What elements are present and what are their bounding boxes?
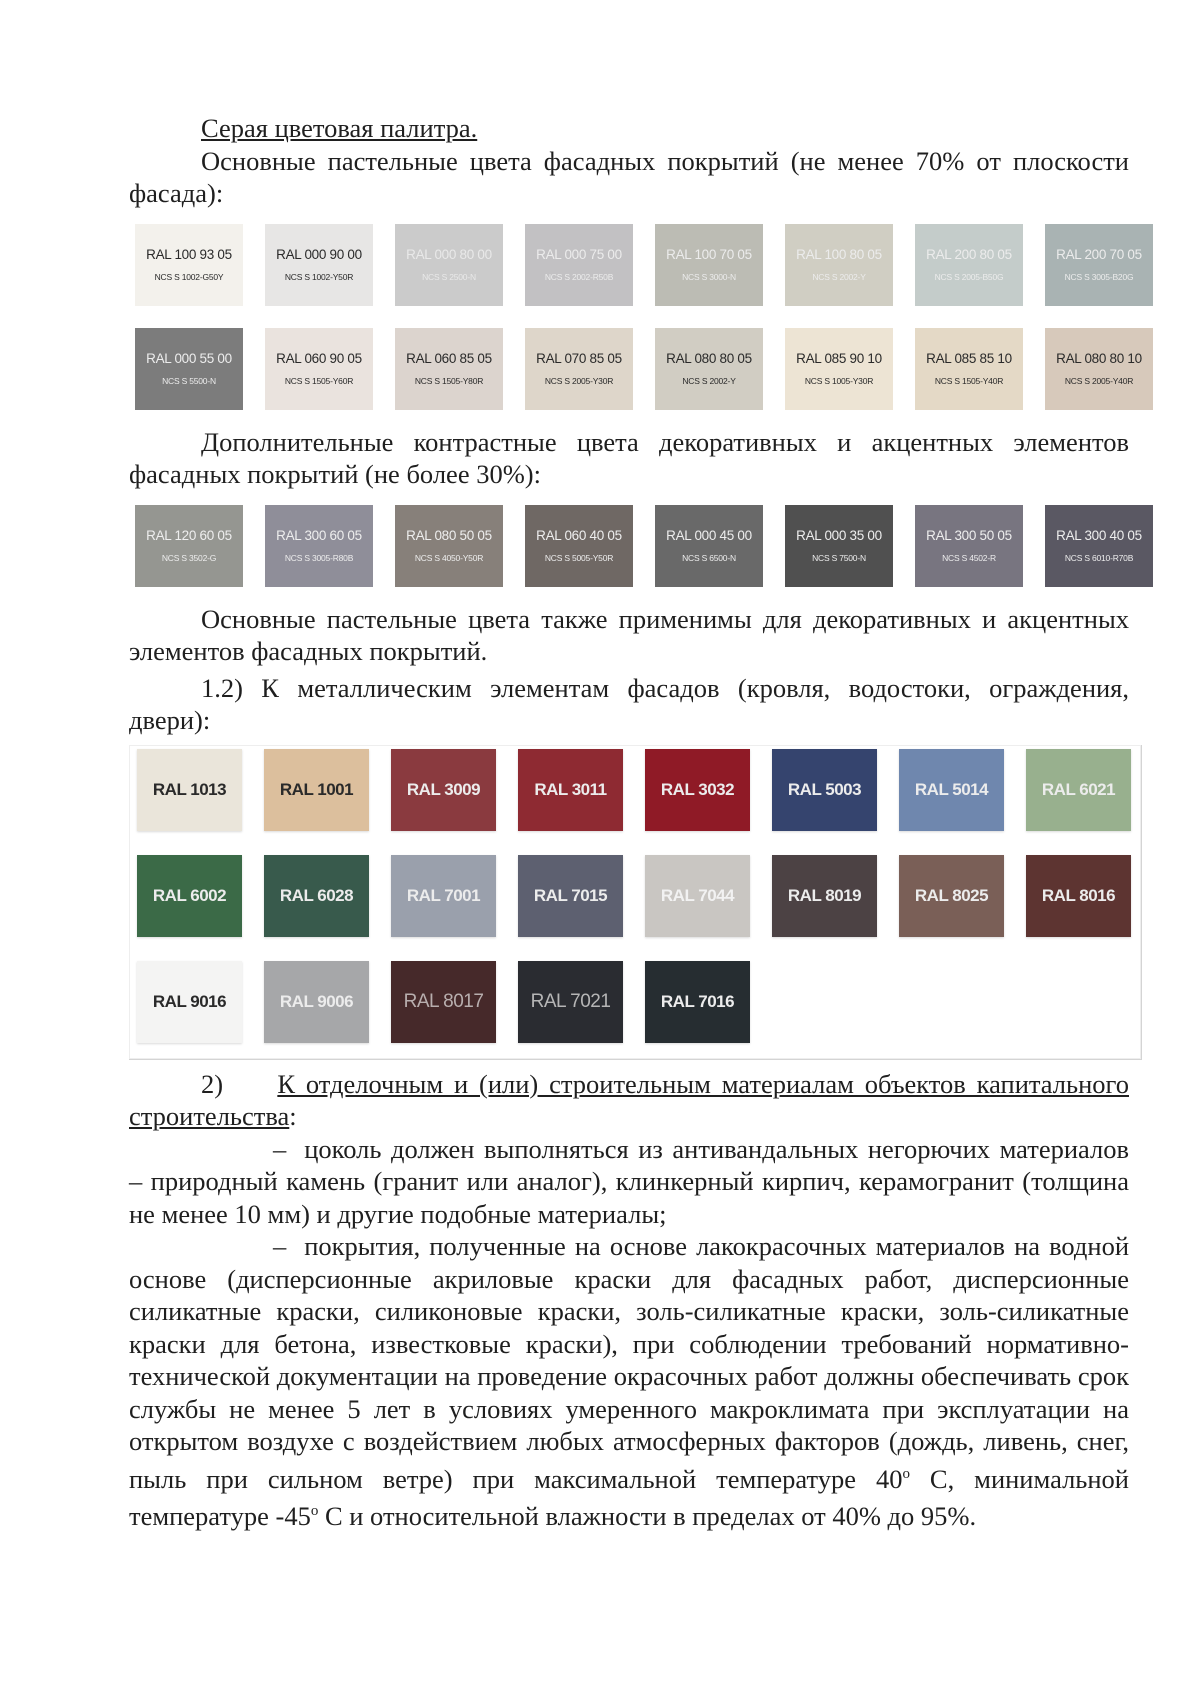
metal-color-swatch: RAL 9006 — [264, 961, 369, 1043]
swatch-ral-code: RAL 080 80 05 — [666, 351, 752, 366]
color-swatch — [135, 505, 243, 587]
bullet-text: покрытия, полученные на основе лакокрасочных материалов на водной основе (дисперсионные акриловые краски для фасадных работ, дисперсионные силикатные краски, силиконовые краски, золь-силикатные краски, золь-силикатные краски для бетона, известковые краски), при соблюдении требований нормативно-технической документации на проведение окрасочных работ должны обеспечивать срок службы не менее 5 лет в условиях умеренного макроклимата при эксплуатации на открытом воздухе с воздействием любых атмосферных факторов (дождь, ливень, снег, пыль при сильном ветре) при максимальной температуре 40 — [129, 1231, 1129, 1494]
color-swatch — [655, 224, 763, 306]
paragraph-also-applicable: Основные пастельные цвета также применимы для декоративных и акцентных элементов фасадных покрытий. — [129, 603, 1129, 666]
swatch-ncs-code: NCS S 1505-Y80R — [414, 376, 484, 386]
color-swatch — [525, 224, 633, 306]
color-swatch — [135, 328, 243, 410]
color-swatch — [785, 505, 893, 587]
metal-color-swatch: RAL 3032 — [645, 749, 750, 831]
metal-color-swatch: RAL 7001 — [391, 855, 496, 937]
metal-color-swatch: RAL 5003 — [772, 749, 877, 831]
metal-color-swatch: RAL 3009 — [391, 749, 496, 831]
swatch-ncs-code: NCS S 3005-B20G — [1064, 272, 1134, 282]
swatch-ral-code: RAL 200 80 05 — [926, 247, 1012, 262]
swatch-ral-code: RAL 000 35 00 — [796, 528, 882, 543]
swatch-ral-code: RAL 300 40 05 — [1056, 528, 1142, 543]
color-swatch — [785, 224, 893, 306]
metal-color-swatch: RAL 8025 — [899, 855, 1004, 937]
section-2-colon: : — [289, 1101, 297, 1131]
metal-color-swatch: RAL 7016 — [645, 961, 750, 1043]
swatch-ncs-code: NCS S 3000-N — [682, 272, 736, 282]
swatch-ral-code: RAL 060 40 05 — [536, 528, 622, 543]
metal-color-swatch: RAL 7015 — [518, 855, 623, 937]
color-swatch — [1045, 328, 1153, 410]
color-swatch — [395, 224, 503, 306]
swatch-ncs-code: NCS S 2500-N — [422, 272, 476, 282]
swatch-ncs-code: NCS S 6500-N — [682, 553, 736, 563]
swatch-ncs-code: NCS S 3502-G — [161, 553, 217, 563]
metal-color-swatch: RAL 6002 — [137, 855, 242, 937]
swatch-ncs-code: NCS S 7500-N — [812, 553, 866, 563]
metal-color-swatch: RAL 7044 — [645, 855, 750, 937]
contrast-swatch-grid — [135, 505, 1142, 587]
swatch-ncs-code: NCS S 3005-R80B — [284, 553, 354, 563]
swatch-ncs-code: NCS S 2002-R50B — [544, 272, 614, 282]
color-swatch — [785, 328, 893, 410]
color-swatch — [525, 328, 633, 410]
bullet-text: С и относительной влажности в пределах от 40% до 95%. — [318, 1500, 977, 1531]
swatch-ncs-code: NCS S 1005-Y30R — [804, 376, 874, 386]
swatch-ncs-code: NCS S 2002-Y — [682, 376, 736, 386]
swatch-ral-code: RAL 085 85 10 — [926, 351, 1012, 366]
metal-color-swatch: RAL 8016 — [1026, 855, 1131, 937]
color-swatch — [915, 224, 1023, 306]
swatch-ncs-code: NCS S 1002-G50Y — [154, 272, 224, 282]
swatch-ral-code: RAL 000 80 00 — [406, 247, 492, 262]
metal-swatch-grid — [137, 749, 1131, 1043]
bullet-item-plinth — [129, 1133, 1129, 1231]
swatch-ral-code: RAL 085 90 10 — [796, 351, 882, 366]
swatch-ral-code: RAL 070 85 05 — [536, 351, 622, 366]
heading-text: Серая цветовая палитра. — [201, 113, 478, 143]
swatch-ncs-code: NCS S 1505-Y60R — [284, 376, 354, 386]
swatch-ncs-code: NCS S 6010-R70B — [1064, 553, 1134, 563]
swatch-ncs-code: NCS S 2005-Y30R — [544, 376, 614, 386]
degree-sign: o — [310, 1502, 319, 1519]
color-swatch — [655, 505, 763, 587]
swatch-ral-code: RAL 100 70 05 — [666, 247, 752, 262]
swatch-ncs-code: NCS S 4050-Y50R — [414, 553, 484, 563]
color-swatch — [655, 328, 763, 410]
swatch-ral-code: RAL 000 90 00 — [276, 247, 362, 262]
swatch-ncs-code: NCS S 4502-R — [942, 553, 996, 563]
swatch-ncs-code: NCS S 1002-Y50R — [284, 272, 354, 282]
paragraph-metal-elements: 1.2) К металлическим элементам фасадов (кровля, водостоки, ограждения, двери): — [129, 672, 1129, 735]
color-swatch — [265, 224, 373, 306]
section-2-title: К отделочным и (или) строительным материалам объектов капитального строительства — [129, 1068, 1129, 1131]
color-swatch — [525, 505, 633, 587]
swatch-ral-code: RAL 000 75 00 — [536, 247, 622, 262]
color-swatch — [135, 224, 243, 306]
metal-color-swatch: RAL 6021 — [1026, 749, 1131, 831]
paragraph-main-colors: Основные пастельные цвета фасадных покрытий (не менее 70% от плоскости фасада): — [129, 145, 1129, 208]
metal-palette-panel — [129, 745, 1142, 1060]
pastel-swatch-grid — [135, 224, 1142, 410]
swatch-ral-code: RAL 080 50 05 — [406, 528, 492, 543]
paragraph-additional-colors: Дополнительные контрастные цвета декоративных и акцентных элементов фасадных покрытий (не более 30%): — [129, 426, 1129, 489]
swatch-ral-code: RAL 200 70 05 — [1056, 247, 1142, 262]
swatch-ncs-code: NCS S 2005-B50G — [934, 272, 1004, 282]
color-swatch — [915, 505, 1023, 587]
swatch-ral-code: RAL 000 55 00 — [146, 351, 232, 366]
color-swatch — [395, 505, 503, 587]
metal-color-swatch: RAL 3011 — [518, 749, 623, 831]
metal-color-swatch: RAL 1001 — [264, 749, 369, 831]
swatch-ncs-code: NCS S 1505-Y40R — [934, 376, 1004, 386]
color-swatch — [915, 328, 1023, 410]
swatch-ncs-code: NCS S 5500-N — [162, 376, 216, 386]
swatch-ncs-code: NCS S 2002-Y — [812, 272, 866, 282]
metal-color-swatch: RAL 1013 — [137, 749, 242, 831]
bullet-dash: – — [273, 1133, 287, 1164]
degree-sign: o — [902, 1465, 910, 1482]
color-swatch — [1045, 505, 1153, 587]
color-swatch — [1045, 224, 1153, 306]
color-swatch — [265, 328, 373, 410]
section-heading — [129, 112, 1129, 145]
swatch-ral-code: RAL 060 90 05 — [276, 351, 362, 366]
swatch-ral-code: RAL 080 80 10 — [1056, 351, 1142, 366]
section-2-number: 2) — [201, 1068, 224, 1099]
color-swatch — [265, 505, 373, 587]
bullet-text: С, минимальной температуре -45 — [129, 1463, 1129, 1531]
document-page — [129, 112, 1142, 1532]
section-2-heading — [129, 1068, 1129, 1133]
swatch-ncs-code: NCS S 2005-Y40R — [1064, 376, 1134, 386]
bullet-dash: – — [273, 1231, 287, 1261]
swatch-ral-code: RAL 060 85 05 — [406, 351, 492, 366]
swatch-ral-code: RAL 300 50 05 — [926, 528, 1012, 543]
metal-color-swatch: RAL 7021 — [518, 961, 623, 1043]
swatch-ncs-code: NCS S 5005-Y50R — [544, 553, 614, 563]
metal-color-swatch: RAL 8019 — [772, 855, 877, 937]
metal-color-swatch: RAL 8017 — [391, 961, 496, 1043]
swatch-ral-code: RAL 100 80 05 — [796, 247, 882, 262]
swatch-ral-code: RAL 300 60 05 — [276, 528, 362, 543]
metal-color-swatch: RAL 9016 — [137, 961, 242, 1043]
bullet-item-coatings — [129, 1230, 1129, 1532]
metal-color-swatch: RAL 6028 — [264, 855, 369, 937]
color-swatch — [395, 328, 503, 410]
swatch-ral-code: RAL 000 45 00 — [666, 528, 752, 543]
swatch-ral-code: RAL 120 60 05 — [146, 528, 232, 543]
metal-color-swatch: RAL 5014 — [899, 749, 1004, 831]
swatch-ral-code: RAL 100 93 05 — [146, 247, 232, 262]
bullet-text: цоколь должен выполняться из антивандальных негорючих материалов – природный камень (гранит или аналог), клинкерный кирпич, керамогранит (толщина не менее 10 мм) и другие подобные материалы; — [129, 1133, 1129, 1229]
